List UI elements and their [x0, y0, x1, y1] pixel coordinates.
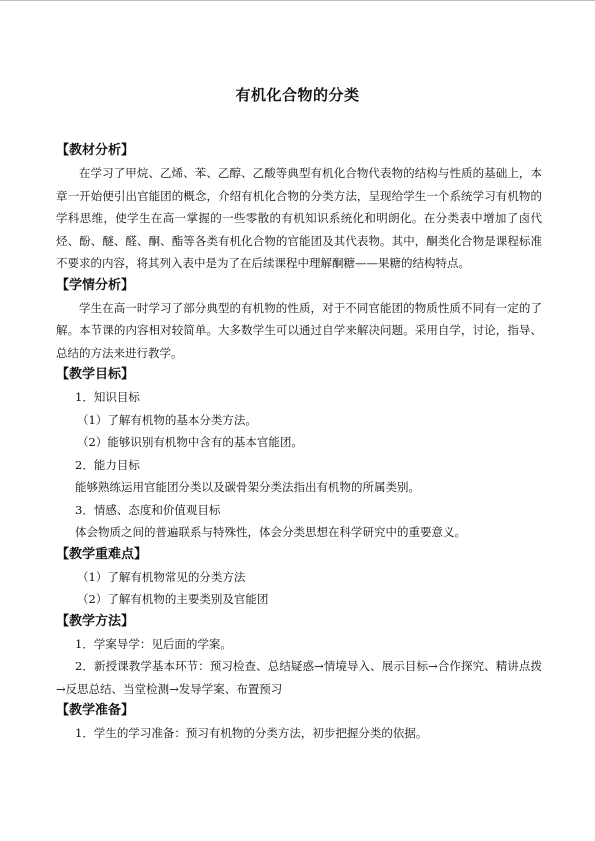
section-heading: 【教材分析】	[56, 143, 135, 158]
method-line: 1．学案导学：见后面的学案。	[75, 636, 232, 651]
section-material-analysis	[56, 140, 542, 275]
section-heading: 【教学目标】	[56, 367, 135, 382]
section-student-analysis	[56, 275, 542, 365]
goal-line: 能够熟练运用官能团分类以及碳骨架分类法指出有机物的所属类别。	[75, 480, 420, 494]
section-heading: 【学情分析】	[56, 277, 135, 293]
preparation-line: 1．学生的学习准备：预习有机物的分类方法，初步把握分类的依据。	[75, 726, 428, 740]
section-teaching-preparation	[56, 700, 542, 745]
goal-line: 2．能力目标	[75, 457, 140, 472]
section-teaching-methods	[56, 611, 542, 701]
goal-line: 体会物质之间的普遍联系与特殊性，体会分类思想在科学研究中的重要意义。	[75, 525, 466, 539]
section-heading: 【教学方法】	[56, 613, 135, 629]
section-paragraph: 在学习了甲烷、乙烯、苯、乙醇、乙酸等典型有机化合物代表物的结构与性质的基础上，本章一开始便引出官能团的概念，介绍有机化合物的分类方法，呈现给学生一个系统学习有机物的学科思维，使学生在高一掌握的一些零散的有机知识系统化和明朗化。在分类表中增加了卤代烃、酚、醚、醛、酮、酯等各类有机化合物的官能团及其代表物。其中，酮类化合物是课程标准不要求的内容，将其列入表中是为了在后续课程中理解酮糖——果糖的结构特点。	[56, 166, 542, 270]
section-heading: 【教学重难点】	[56, 546, 148, 562]
section-teaching-goals	[56, 364, 542, 544]
goal-line: 3．情感、态度和价值观目标	[75, 502, 221, 517]
difficulty-line: （1）了解有机物常见的分类方法	[77, 569, 246, 584]
difficulty-line: （2）了解有机物的主要类别及官能团	[77, 592, 269, 606]
section-key-difficulties	[56, 544, 542, 611]
goal-line: 1．知识目标	[75, 390, 140, 404]
section-paragraph: 学生在高一时学习了部分典型的有机物的性质，对于不同官能团的物质性质不同有一定的了解。本节课的内容相对较简单。大多数学生可以通过自学来解决问题。采用自学，讨论，指导、总结的方法来进行教学。	[56, 300, 542, 360]
document-title: 有机化合物的分类	[235, 86, 360, 105]
document-body	[56, 140, 542, 745]
top-border-line	[0, 0, 595, 1]
goal-line: （2）能够识别有机物中含有的基本官能团。	[77, 435, 303, 449]
goal-line: （1）了解有机物的基本分类方法。	[77, 412, 257, 427]
section-heading: 【教学准备】	[56, 703, 135, 718]
method-line: 2．新授课教学基本环节：预习检查、总结疑惑→情境导入、展示目标→合作探究、精讲点拨→反思总结、当堂检测→发导学案、布置预习	[56, 659, 542, 696]
